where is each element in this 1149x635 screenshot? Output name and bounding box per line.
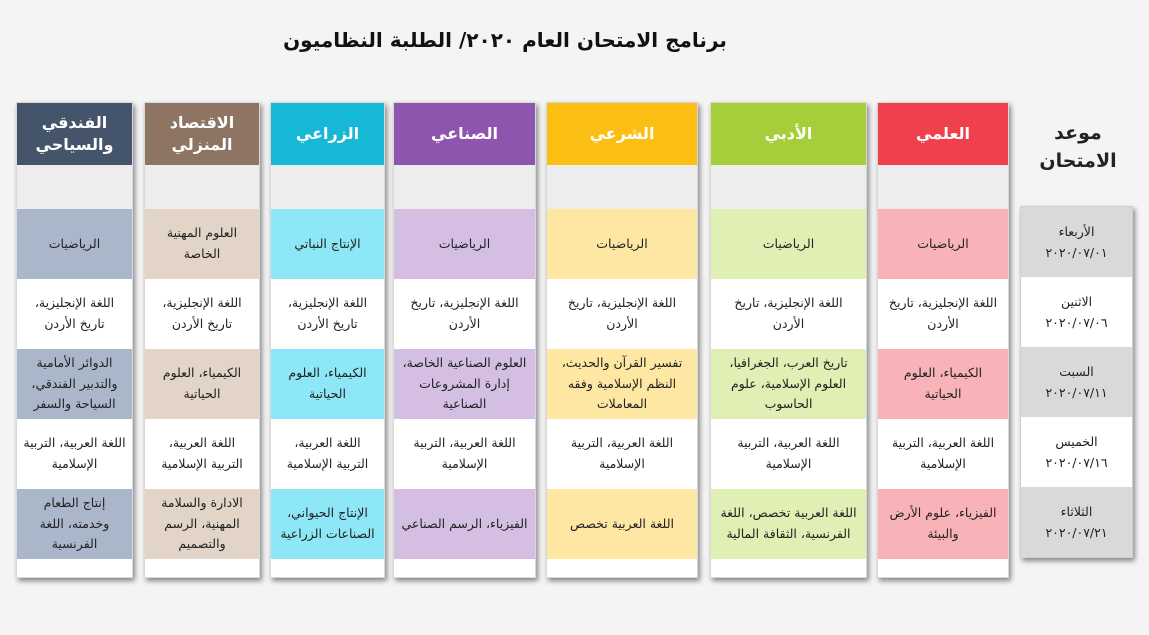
subject-cell: الدوائر الأمامية والتدبير الفندقي، السياحة والسفر [17,349,132,419]
subject-cell: الكيمياء، العلوم الحياتية [145,349,259,419]
stream-column-hospitality-tourism [16,102,133,578]
stream-header: الصناعي [394,103,535,165]
subject-cell: اللغة العربية، التربية الإسلامية [547,419,697,489]
subject-cell: إنتاج الطعام وخدمته، اللغة الفرنسية [17,489,132,559]
stream-column-sharia [546,102,698,578]
subject-cell: العلوم الصناعية الخاصة، إدارة المشروعات الصناعية [394,349,535,419]
subject-cell: الرياضيات [878,209,1008,279]
stream-header: العلمي [878,103,1008,165]
subject-cell: اللغة الإنجليزية، تاريخ الأردن [17,279,132,349]
date-cell [1021,277,1132,347]
stream-column-home-economics [144,102,260,578]
date-value: ٢٠٢٠/٠٧/١٦ [1045,455,1108,470]
stream-header: الاقتصاد المنزلي [145,103,259,165]
subject-cell: الرياضيات [17,209,132,279]
subject-cell: اللغة الإنجليزية، تاريخ الأردن [711,279,866,349]
date-day: الأربعاء [1058,223,1095,239]
date-value: ٢٠٢٠/٠٧/٢١ [1045,525,1108,540]
spacer [878,165,1008,209]
date-value: ٢٠٢٠/٠٧/٠٦ [1045,315,1108,330]
stream-column-industrial [393,102,536,578]
stream-column-scientific [877,102,1009,578]
subject-cell: الإنتاج الحيواني، الصناعات الزراعية [271,489,384,559]
subject-cell: تفسير القرآن والحديث، النظم الإسلامية وفقه المعاملات [547,349,697,419]
stream-column-literary [710,102,867,578]
subject-cell: اللغة الإنجليزية، تاريخ الأردن [878,279,1008,349]
subject-cell: اللغة الإنجليزية، تاريخ الأردن [145,279,259,349]
spacer [394,165,535,209]
spacer [271,165,384,209]
subject-cell: الرياضيات [711,209,866,279]
stream-column-agricultural [270,102,385,578]
subject-cell: اللغة العربية، التربية الإسلامية [394,419,535,489]
date-value: ٢٠٢٠/٠٧/٠١ [1045,245,1108,260]
subject-cell: الفيزياء، الرسم الصناعي [394,489,535,559]
date-cell [1021,207,1132,277]
date-day: السبت [1059,363,1094,379]
subject-cell: اللغة الإنجليزية، تاريخ الأردن [394,279,535,349]
subject-cell: اللغة العربية تخصص، اللغة الفرنسية، الثقافة المالية [711,489,866,559]
subject-cell: تاريخ العرب، الجغرافيا، العلوم الإسلامية، علوم الحاسوب [711,349,866,419]
date-column-header: موعد الامتحان [1039,122,1117,172]
spacer [711,165,866,209]
subject-cell: اللغة العربية، التربية الإسلامية [17,419,132,489]
subject-cell: اللغة الإنجليزية، تاريخ الأردن [547,279,697,349]
stream-header: الأدبي [711,103,866,165]
stream-header: الفندقي والسياحي [17,103,132,165]
subject-cell: اللغة العربية، التربية الإسلامية [711,419,866,489]
stream-header: الزراعي [271,103,384,165]
spacer [547,165,697,209]
subject-cell: الكيمياء، العلوم الحياتية [271,349,384,419]
subject-cell: العلوم المهنية الخاصة [145,209,259,279]
spacer [145,165,259,209]
subject-cell: اللغة العربية تخصص [547,489,697,559]
subject-cell: الفيزياء، علوم الأرض والبيئة [878,489,1008,559]
subject-cell: اللغة العربية، التربية الإسلامية [878,419,1008,489]
subject-cell: الكيمياء، العلوم الحياتية [878,349,1008,419]
date-cell [1021,487,1132,557]
subject-cell: الإنتاج النباتي [271,209,384,279]
subject-cell: اللغة الإنجليزية، تاريخ الأردن [271,279,384,349]
stream-header: الشرعي [547,103,697,165]
date-value: ٢٠٢٠/٠٧/١١ [1045,385,1108,400]
date-day: الخميس [1055,433,1098,449]
page-title: برنامج الامتحان العام ٢٠٢٠/ الطلبة النظاميون [283,28,727,52]
subject-cell: اللغة العربية، التربية الإسلامية [145,419,259,489]
subject-cell: الرياضيات [547,209,697,279]
date-column [1020,206,1133,558]
date-cell [1021,417,1132,487]
subject-cell: الادارة والسلامة المهنية، الرسم والتصميم [145,489,259,559]
spacer [17,165,132,209]
subject-cell: الرياضيات [394,209,535,279]
subject-cell: اللغة العربية، التربية الإسلامية [271,419,384,489]
date-cell [1021,347,1132,417]
date-day: الثلاثاء [1060,503,1093,519]
date-day: الاثنين [1060,293,1093,309]
